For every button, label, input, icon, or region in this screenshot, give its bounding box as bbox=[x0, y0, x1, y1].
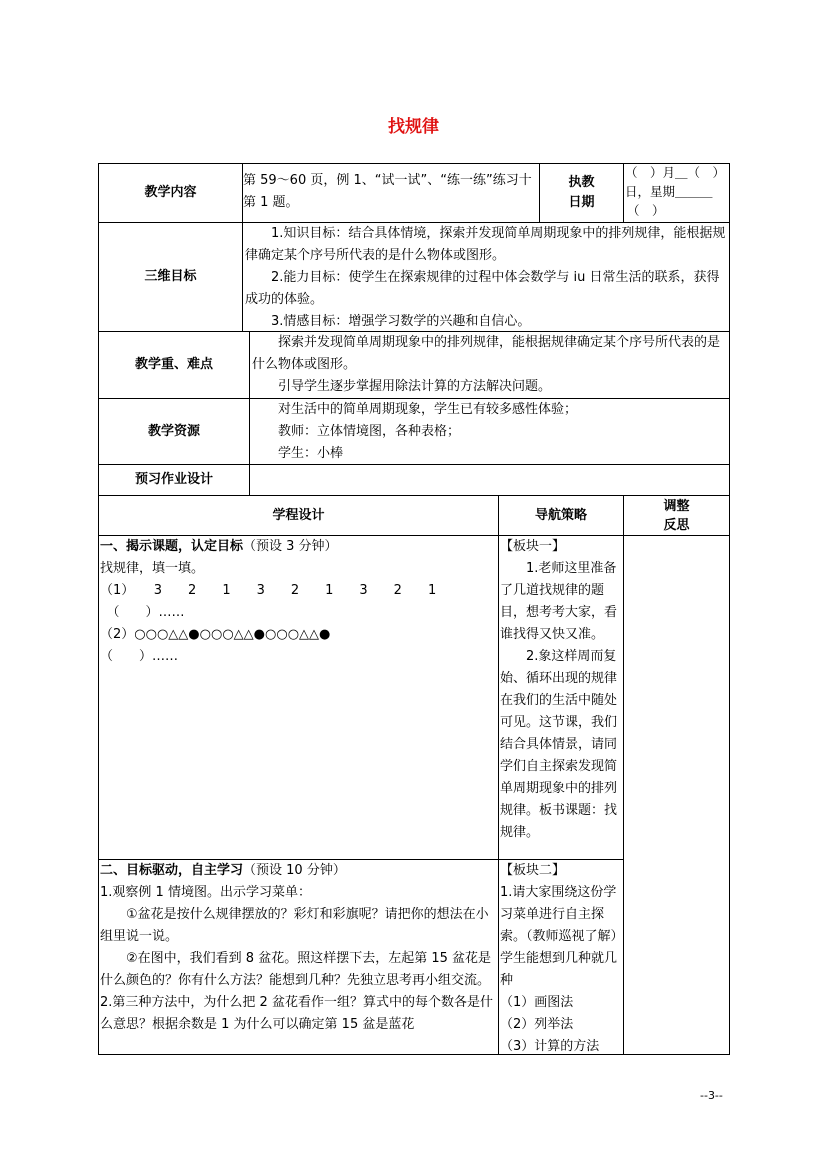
section1-strategy-title: 【板块一】 bbox=[500, 539, 566, 554]
section1-content bbox=[99, 536, 497, 668]
goal-item: 2.能力目标：使学生在探索规律的过程中体会数学与 iu 日常生活的联系，获得成功的体验。 bbox=[245, 270, 720, 307]
section2-line: ①盆花是按什么规律摆放的？彩灯和彩旗呢？请把你的想法在小组里说一说。 bbox=[100, 907, 489, 944]
section2-strategy-item: 1.请大家围绕这份学习菜单进行自主探索。（教师巡视了解）学生能想到几种就几种 bbox=[500, 885, 618, 988]
page-number: --3-- bbox=[700, 1089, 723, 1102]
section2-line: ②在图中，我们看到 8 盆花。照这样摆下去，左起第 15 盆花是什么颜色的？你有什么方法？能想到几种？先独立思考再小组交流。 bbox=[100, 951, 491, 988]
goals-content bbox=[243, 223, 728, 333]
section2-time: （预设 10 分钟） bbox=[243, 863, 346, 878]
teach-date-label bbox=[540, 164, 623, 222]
date-line-2: 日，星期＿＿＿ bbox=[625, 184, 713, 199]
section1-line: 找规律，填一填。 bbox=[100, 561, 205, 576]
preview-content bbox=[250, 465, 728, 495]
key-points-content bbox=[250, 332, 728, 398]
section1-strategy bbox=[499, 536, 623, 844]
section1-line: （ ）…… bbox=[100, 649, 179, 664]
key-point-item: 引导学生逐步掌握用除法计算的方法解决问题。 bbox=[278, 379, 552, 394]
column-header-strategy: 导航策略 bbox=[534, 507, 587, 523]
teach-date-label-line2: 日期 bbox=[568, 195, 595, 210]
resources-content bbox=[250, 399, 728, 465]
goal-item: 3.情感目标：增强学习数学的兴趣和自信心。 bbox=[271, 314, 531, 329]
content-label: 教学内容 bbox=[144, 185, 197, 200]
section1-heading: 一、揭示课题，认定目标 bbox=[100, 539, 244, 554]
section2-line: 1.观察例 1 情境图。出示学习菜单： bbox=[100, 885, 311, 900]
key-point-item: 探索并发现简单周期现象中的排列规律，能根据规律确定某个序号所代表的是什么物体或图形。 bbox=[252, 335, 721, 372]
goals-label: 三维目标 bbox=[144, 269, 197, 284]
column-header-design: 学程设计 bbox=[272, 507, 325, 523]
section1-line: （1） 3 2 1 3 2 1 3 2 1 bbox=[100, 583, 437, 598]
section2-strategy-item: （1）画图法 bbox=[500, 995, 574, 1010]
resource-item: 教师：立体情境图，各种表格； bbox=[278, 424, 461, 439]
section1-time: （预设 3 分钟） bbox=[243, 539, 338, 554]
section1-strategy-item: 2.象这样周而复始、循环出现的规律在我们的生活中随处可见。这节课，我们结合具体情景，请同学们自主探索发现简单周期现象中的排列规律。板书课题：找规律。 bbox=[500, 649, 618, 840]
column-header-reflect bbox=[624, 496, 729, 535]
section1-line: （2）○○○△△●○○○△△●○○○△△● bbox=[100, 627, 331, 642]
date-line-3: （ ） bbox=[627, 203, 665, 218]
resource-item: 对生活中的简单周期现象，学生已有较多感性体验； bbox=[278, 402, 578, 417]
section1-line: （ ）…… bbox=[100, 605, 185, 620]
section2-heading: 二、目标驱动，自主学习 bbox=[100, 863, 244, 878]
resource-item: 学生：小棒 bbox=[278, 446, 344, 461]
teach-date-field bbox=[625, 163, 729, 220]
content-text: 第 59～60 页，例 1、“试一试”、“练一练”练习十第 1 题。 bbox=[243, 173, 532, 210]
section1-heading-line bbox=[100, 536, 496, 558]
section2-strategy-title: 【板块二】 bbox=[500, 863, 566, 878]
section2-content bbox=[99, 860, 497, 1036]
section2-line: 2.第三种方法中，为什么把 2 盆花看作一组？算式中的每个数各是什么意思？根据余数是 1 为什么可以确定第 15 盆是蓝花 bbox=[100, 995, 493, 1032]
section2-strategy-item: （3）计算的方法 bbox=[500, 1039, 600, 1054]
teach-date-label-line1: 执教 bbox=[568, 175, 595, 190]
column-header-reflect-line1: 调整 bbox=[663, 498, 690, 514]
document-title: 找规律 bbox=[388, 117, 439, 137]
preview-label: 预习作业设计 bbox=[134, 472, 213, 487]
column-header-reflect-line2: 反思 bbox=[663, 517, 690, 533]
date-line-1: （ ）月＿（ ） bbox=[625, 165, 726, 180]
resources-label: 教学资源 bbox=[147, 423, 200, 439]
goal-item: 1.知识目标：结合具体情境，探索并发现简单周期现象中的排列规律，能根据规律确定某个序号所代表的是什么物体或图形。 bbox=[245, 226, 726, 263]
key-points-label: 教学重、难点 bbox=[134, 357, 213, 372]
section2-strategy-item: （2）列举法 bbox=[500, 1017, 574, 1032]
section1-strategy-item: 1.老师这里准备了几道找规律的题目，想考考大家，看谁找得又快又准。 bbox=[500, 561, 618, 642]
section2-strategy bbox=[499, 860, 623, 1058]
section2-heading-line bbox=[100, 860, 496, 882]
